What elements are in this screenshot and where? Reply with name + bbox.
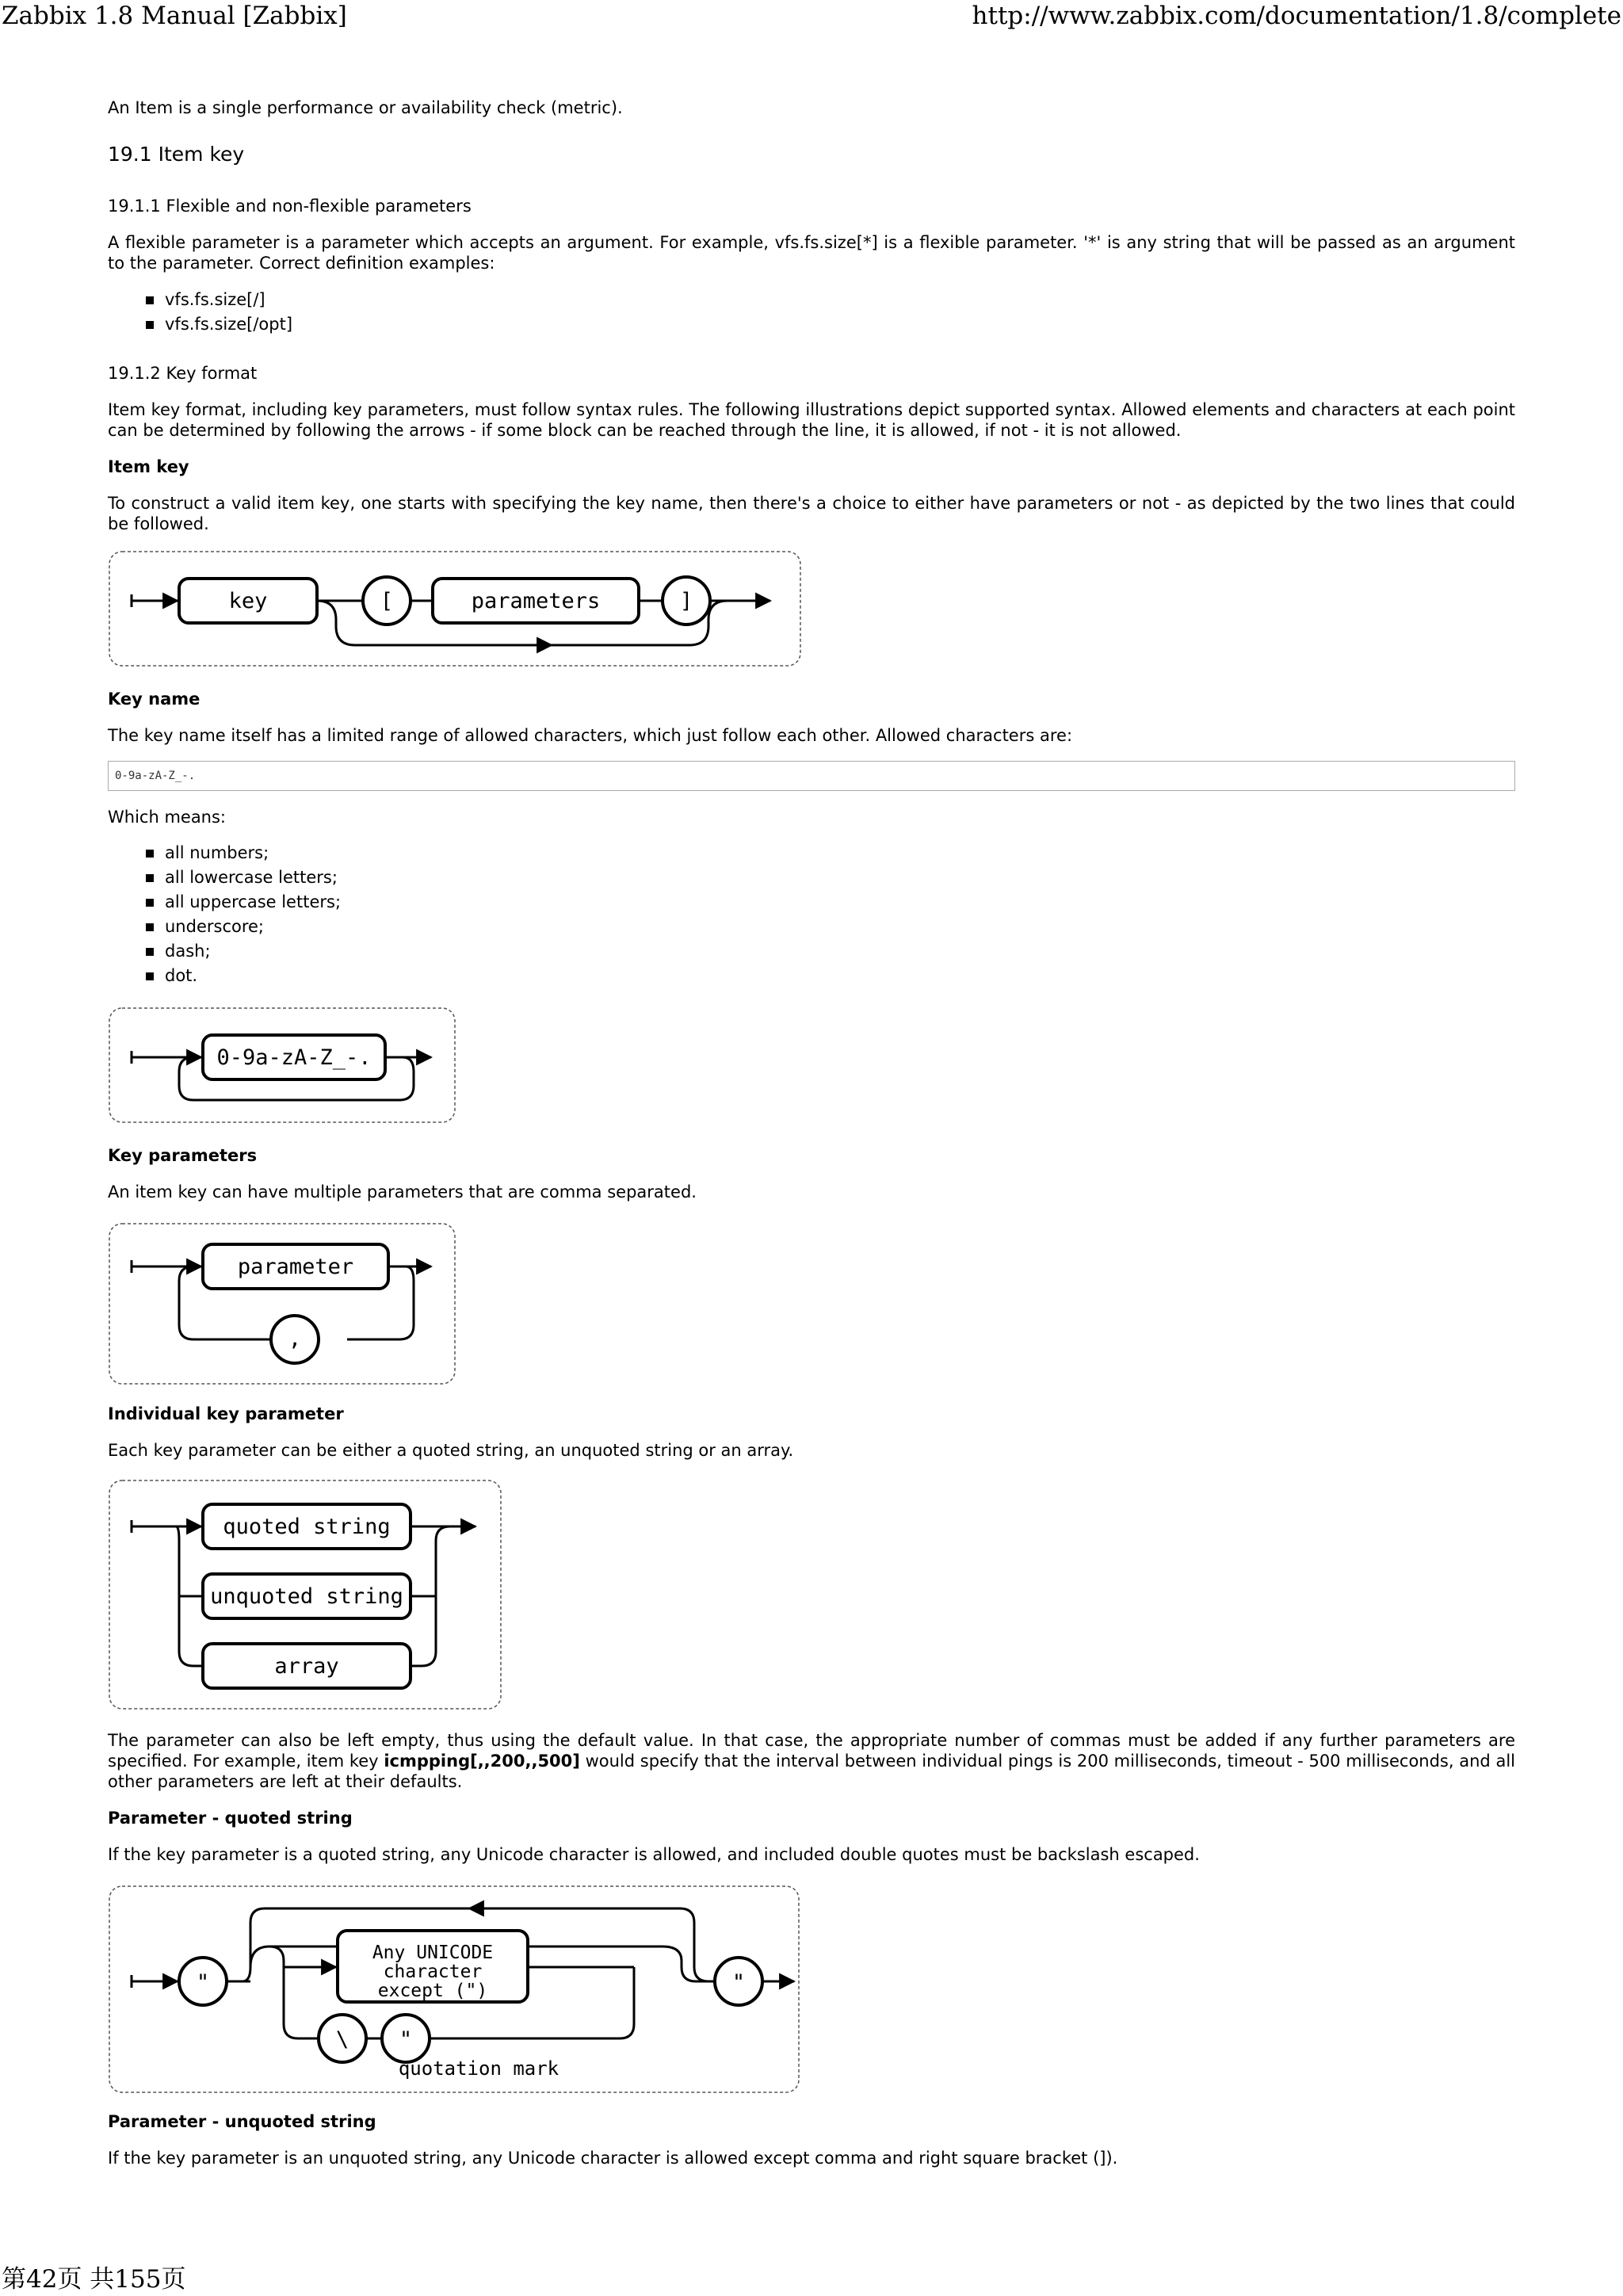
quoted-string-diagram bbox=[108, 1885, 800, 2094]
key-name-diagram bbox=[108, 1007, 456, 1124]
sub2-heading: 19.1.2 Key format bbox=[108, 364, 258, 383]
note-key: icmpping[,,200,,500] bbox=[384, 1752, 580, 1771]
section-heading: 19.1 Item key bbox=[108, 143, 245, 166]
quoted-text: If the key parameter is a quoted string, any Unicode character is allowed, and included double quotes must be backslash escaped. bbox=[108, 1845, 1200, 1864]
close-bracket-label: ] bbox=[679, 589, 693, 613]
page-header-title: Zabbix 1.8 Manual [Zabbix] bbox=[2, 2, 347, 30]
sub1-heading: 19.1.1 Flexible and non-flexible parameters bbox=[108, 197, 472, 216]
meanings-list bbox=[146, 841, 341, 988]
array-label: array bbox=[274, 1654, 339, 1679]
unquoted-title: Parameter - unquoted string bbox=[108, 2112, 376, 2131]
comma-label: , bbox=[288, 1327, 302, 1351]
list-item: dash; bbox=[146, 939, 341, 964]
list-item: vfs.fs.size[/opt] bbox=[146, 312, 292, 337]
note-pre: The parameter can also be left empty, thus using the default value. In that case, the appropriate number of commas must be added if any further parameters are specified. For example, item key bbox=[108, 1731, 1515, 1771]
individual-parameter-diagram bbox=[108, 1479, 502, 1710]
individual-title: Individual key parameter bbox=[108, 1404, 344, 1423]
key-parameters-title: Key parameters bbox=[108, 1146, 258, 1165]
sub2-text: Item key format, including key parameters, must follow syntax rules. The following illustrations depict supported syntax. Allowed elements and characters at each point can be determined by following the arrows - if some block can be reached through the line, it is allowed, if not - it is not allowed. bbox=[108, 400, 1515, 440]
item-key-title: Item key bbox=[108, 457, 189, 476]
unquoted-string-label: unquoted string bbox=[210, 1584, 403, 1609]
intro-text: An Item is a single performance or availability check (metric). bbox=[108, 98, 623, 117]
list-item: all numbers; bbox=[146, 841, 341, 865]
quotation-mark-caption: quotation mark bbox=[398, 2057, 559, 2080]
backslash-label: \ bbox=[335, 2027, 349, 2052]
open-quote-label: " bbox=[196, 1970, 210, 1995]
sub1-text: A flexible parameter is a parameter which accepts an argument. For example, vfs.fs.size[*] is a flexible parameter. '*' is any string that will be passed as an argument to the parameter. Correct definition examples: bbox=[108, 233, 1515, 273]
key-name-title: Key name bbox=[108, 690, 200, 709]
allowed-chars-label: 0-9a-zA-Z_-. bbox=[216, 1045, 372, 1070]
key-name-text: The key name itself has a limited range of allowed characters, which just follow each other. Allowed characters are: bbox=[108, 726, 1073, 745]
list-item: dot. bbox=[146, 964, 341, 988]
key-parameters-diagram bbox=[108, 1222, 456, 1385]
item-key-diagram bbox=[108, 550, 804, 667]
page-header-url[interactable]: http://www.zabbix.com/documentation/1.8/complete bbox=[972, 2, 1621, 30]
individual-text: Each key parameter can be either a quoted string, an unquoted string or an array. bbox=[108, 1441, 794, 1460]
key-box-label: key bbox=[228, 589, 268, 613]
quoted-title: Parameter - quoted string bbox=[108, 1809, 353, 1828]
allowed-chars-code: 0-9a-zA-Z_-. bbox=[108, 761, 1515, 791]
any-unicode-line3: except (") bbox=[377, 1981, 488, 2001]
page-footer: 第42页 共155页 bbox=[2, 2265, 186, 2294]
escaped-quote-label: " bbox=[399, 2027, 413, 2052]
open-bracket-label: [ bbox=[380, 589, 394, 613]
flexible-examples-list bbox=[146, 288, 292, 337]
parameters-box-label: parameters bbox=[471, 589, 601, 613]
list-item: all uppercase letters; bbox=[146, 890, 341, 915]
key-parameters-text: An item key can have multiple parameters that are comma separated. bbox=[108, 1182, 697, 1201]
parameter-box-label: parameter bbox=[237, 1255, 354, 1279]
quoted-string-label: quoted string bbox=[223, 1515, 391, 1539]
which-means-text: Which means: bbox=[108, 808, 227, 827]
list-item: underscore; bbox=[146, 915, 341, 939]
note-post: would specify that the interval between individual pings is 200 milliseconds, timeout - 500 milliseconds, and all other parameters are left at their defaults. bbox=[108, 1752, 1515, 1791]
item-key-text: To construct a valid item key, one starts with specifying the key name, then there's a choice to either have parameters or not - as depicted by the two lines that could be followed. bbox=[108, 494, 1515, 533]
empty-parameter-note bbox=[108, 1730, 1515, 1792]
list-item: vfs.fs.size[/] bbox=[146, 288, 292, 312]
close-quote-label: " bbox=[731, 1970, 746, 1995]
list-item: all lowercase letters; bbox=[146, 865, 341, 890]
any-unicode-line2: character bbox=[383, 1962, 483, 1982]
unquoted-text: If the key parameter is an unquoted string, any Unicode character is allowed except comma and right square bracket (]). bbox=[108, 2149, 1118, 2168]
any-unicode-line1: Any UNICODE bbox=[372, 1943, 494, 1963]
